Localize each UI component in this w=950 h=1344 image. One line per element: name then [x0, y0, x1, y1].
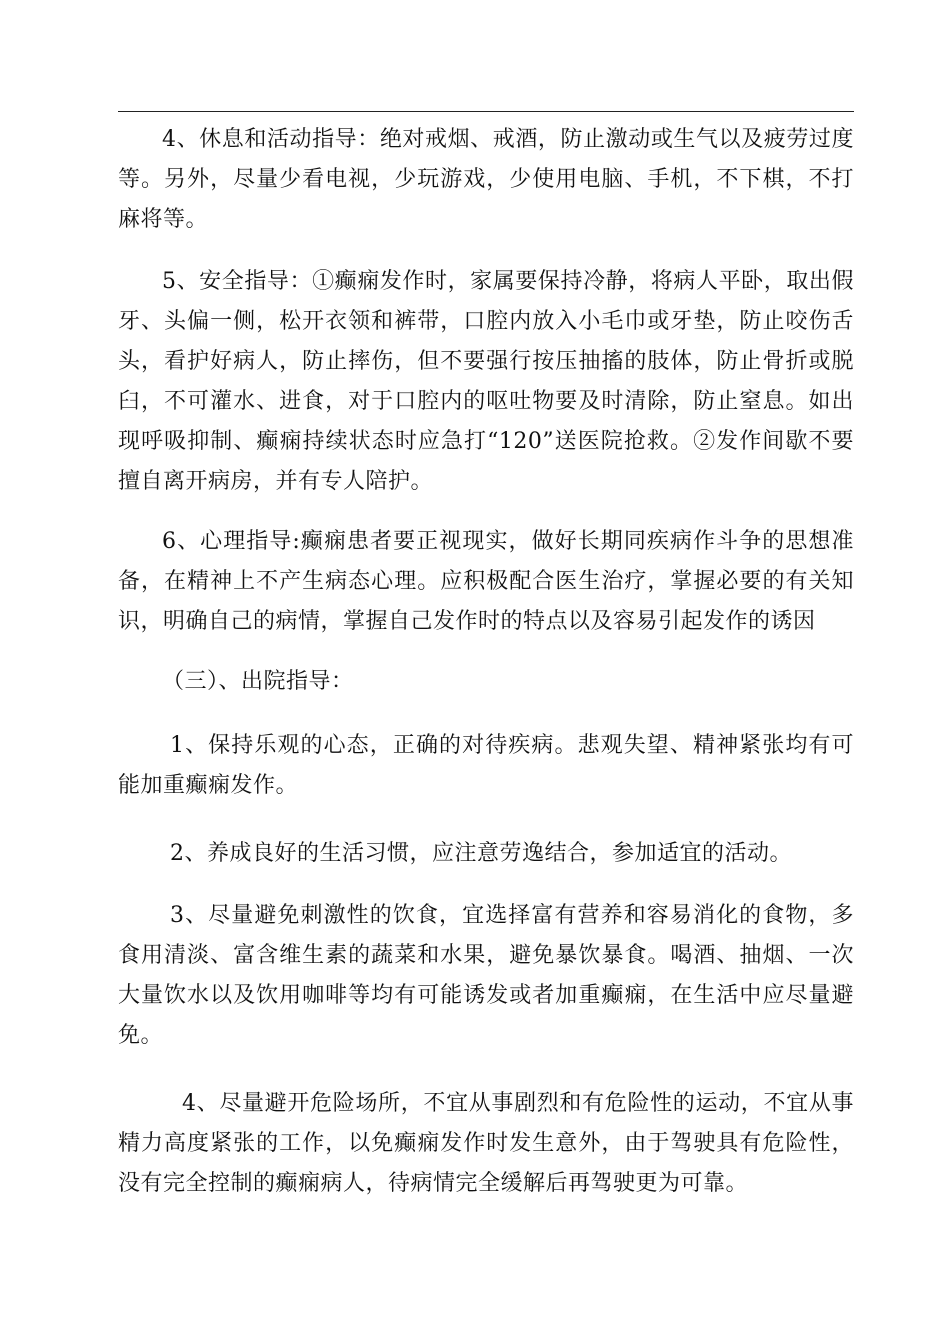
paragraph-discharge-item-1: 1、保持乐观的心态，正确的对待疾病。悲观失望、精神紧张均有可能加重癫痫发作。 [118, 733, 854, 798]
paragraph-safety-guidance: 5、安全指导：①癫痫发作时，家属要保持冷静，将病人平卧，取出假牙、头偏一侧，松开衣领和裤带，口腔内放入小毛巾或牙垫，防止咬伤舌头，看护好病人，防止摔伤，但不要强行按压抽搐的肢体，防止骨折或脱臼，不可灌水、进食，对于口腔内的呕吐物要及时清除，防止窒息。如出现呼吸抑制、癫痫持续状态时应急打“120”送医院抢救。②发作间歇不要擅自离开病房，并有专人陪护。 [118, 269, 854, 494]
section-heading-discharge-guidance: （三）、出院指导： [162, 669, 354, 694]
paragraph-psychological-guidance: 6、心理指导:癫痫患者要正视现实，做好长期同疾病作斗争的思想准备，在精神上不产生病态心理。应积极配合医生治疗，掌握必要的有关知识，明确自己的病情，掌握自己发作时的特点以及容易引起发作的诱因 [118, 529, 854, 634]
paragraph-discharge-item-4: 4、尽量避开危险场所，不宜从事剧烈和有危险性的运动，不宜从事精力高度紧张的工作，以免癫痫发作时发生意外，由于驾驶具有危险性，没有完全控制的癫痫病人，待病情完全缓解后再驾驶更为可靠。 [118, 1091, 854, 1196]
paragraph-rest-activity-guidance: 4、休息和活动指导：绝对戒烟、戒酒，防止激动或生气以及疲劳过度等。另外，尽量少看电视，少玩游戏，少使用电脑、手机，不下棋，不打麻将等。 [118, 127, 854, 232]
document-body [118, 120, 854, 1204]
paragraph-discharge-item-3: 3、尽量避免刺激性的饮食，宜选择富有营养和容易消化的食物，多食用清淡、富含维生素的蔬菜和水果，避免暴饮暴食。喝酒、抽烟、一次大量饮水以及饮用咖啡等均有可能诱发或者加重癫痫，在生活中应尽量避免。 [118, 903, 854, 1048]
header-rule [118, 111, 854, 112]
paragraph-discharge-item-2: 2、养成良好的生活习惯，应注意劳逸结合，参加适宜的活动。 [170, 841, 792, 866]
